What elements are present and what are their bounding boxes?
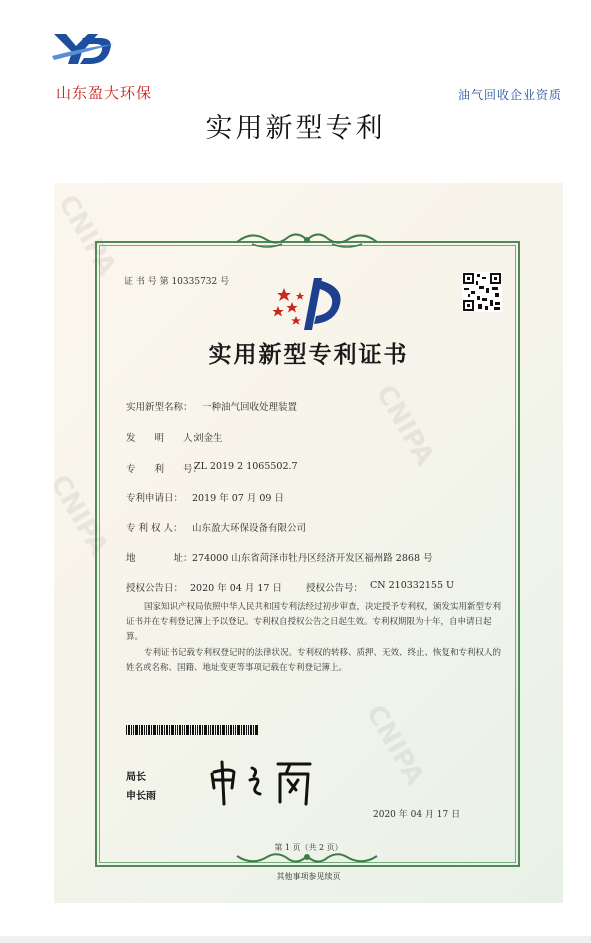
certificate-paragraph: 国家知识产权局依照中华人民共和国专利法经过初步审查，决定授予专利权，颁发实用新型专利证书并在专利登记簿上予以登记。专利权自授权公告之日起生效。专利权期限为十年，自申请日起算。	[126, 602, 502, 642]
watermark: CNIPA	[44, 470, 114, 561]
floral-ornament-icon	[232, 228, 382, 252]
field-label-grant-number: 授权公告号：	[306, 583, 364, 594]
field-label-grant-date: 授权公告日：	[126, 583, 184, 594]
field-label-utility-model-name: 实用新型名称：	[126, 402, 193, 413]
field-value-patentee: 山东盈大环保设备有限公司	[192, 523, 307, 534]
field-label-patent-number: 专 利 号：	[126, 464, 203, 475]
handwritten-signature-icon	[206, 758, 318, 810]
qr-code-icon	[462, 272, 502, 312]
field-value-patent-number: ZL 2019 2 1065502.7	[194, 461, 298, 472]
field-value-utility-model-name: 一种油气回收处理装置	[202, 402, 298, 413]
company-name: 山东盈大环保	[56, 84, 153, 102]
field-value-application-date: 2019 年 07 月 09 日	[192, 493, 284, 504]
field-label-inventor: 发 明 人：	[126, 433, 203, 444]
field-value-inventor: 刘金生	[194, 433, 223, 444]
signer-name: 申长雨	[126, 791, 156, 802]
cnipa-emblem-icon	[270, 274, 350, 334]
field-label-application-date: 专利申请日：	[126, 493, 184, 504]
field-value-grant-number: CN 210332155 U	[370, 580, 455, 591]
qualification-label: 油气回收企业资质	[458, 88, 563, 102]
page-number: 第 1 页（共 2 页）	[274, 843, 343, 852]
watermark: CNIPA	[52, 190, 122, 281]
issue-date: 2020 年 04 月 17 日	[373, 810, 461, 820]
yd-logo-icon	[52, 30, 114, 66]
page-title: 实用新型专利	[205, 113, 386, 144]
field-label-patentee: 专 利 权 人：	[126, 523, 183, 534]
signer-title: 局长	[126, 772, 146, 783]
certificate-number: 证 书 号 第 10335732 号	[124, 277, 230, 287]
field-value-grant-date: 2020 年 04 月 17 日	[190, 583, 282, 594]
bottom-bar	[0, 936, 591, 943]
field-value-address: 274000 山东省菏泽市牡丹区经济开发区福州路 2868 号	[192, 553, 433, 564]
certificate-paragraph: 专利证书记载专利权登记时的法律状况。专利权的转移、质押、无效、终止、恢复和专利权人的姓名或名称、国籍、地址变更等事项记载在专利登记簿上。	[126, 648, 502, 673]
certificate-title: 实用新型专利证书	[208, 342, 409, 368]
field-label-address: 地 址：	[126, 553, 193, 564]
footer-note: 其他事项参见续页	[276, 872, 341, 881]
watermark: CNIPA	[360, 700, 430, 791]
barcode-icon	[126, 725, 258, 735]
watermark: CNIPA	[370, 380, 440, 471]
